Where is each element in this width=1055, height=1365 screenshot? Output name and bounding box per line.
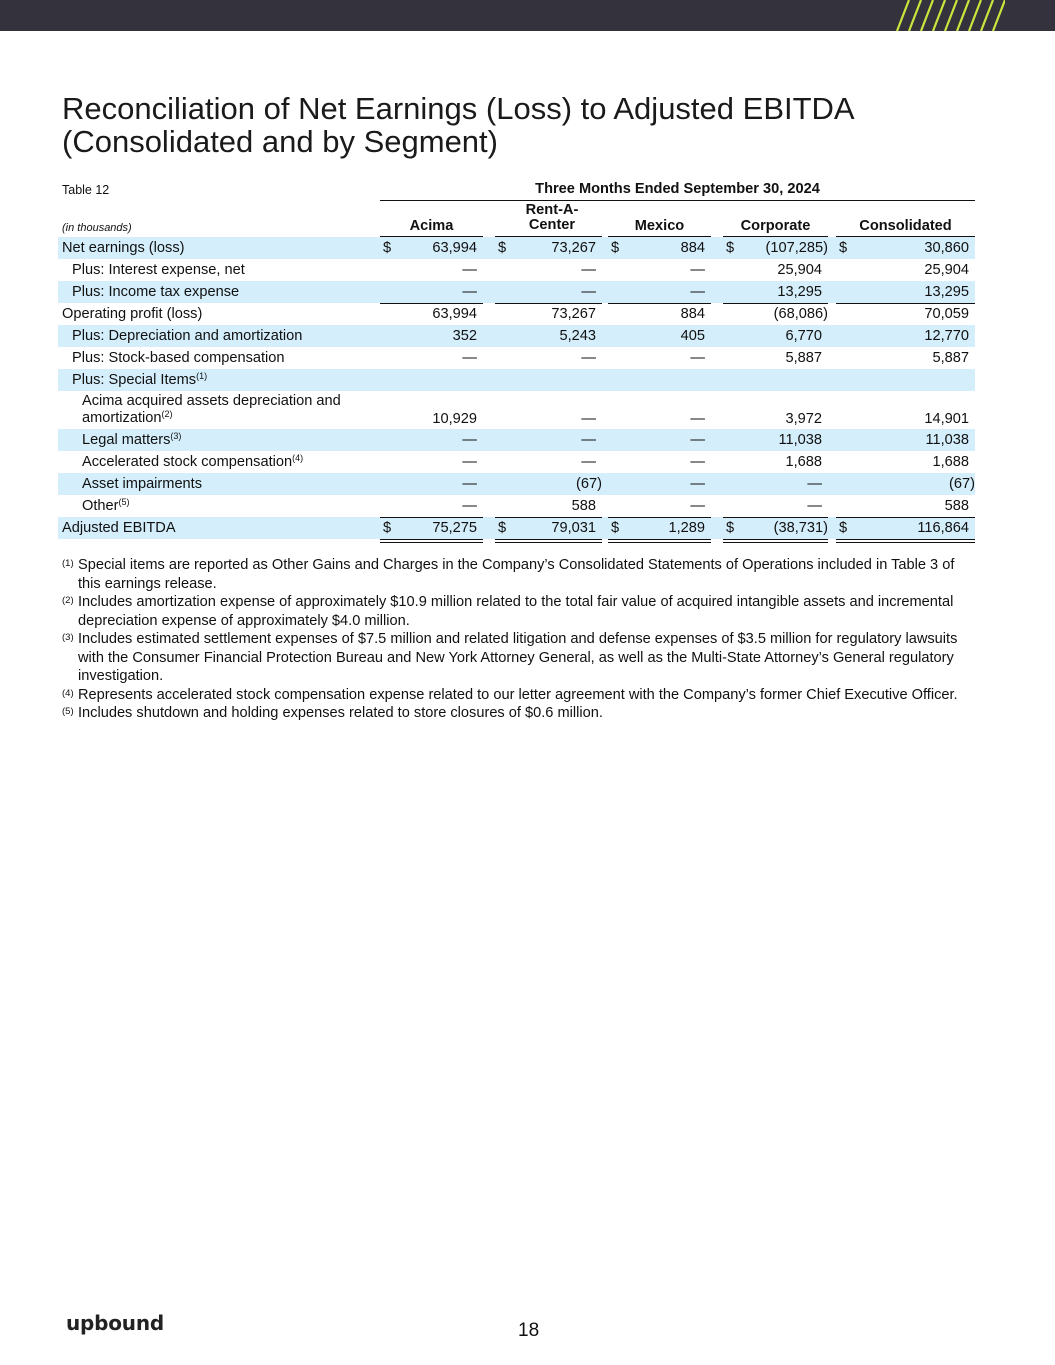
upbound-logo: upbound: [66, 1311, 165, 1335]
column-header-acima: Acima: [409, 218, 454, 234]
table-row: [58, 451, 975, 473]
table-row: [58, 369, 975, 391]
top-bar: [0, 0, 1055, 31]
footnote: [62, 556, 972, 593]
cell-acima: —: [462, 262, 477, 278]
page-title: Reconciliation of Net Earnings (Loss) to Adjusted EBITDA (Consolidated and by Segment): [62, 91, 853, 159]
row-label: Asset impairments: [82, 476, 203, 492]
row-label: Adjusted EBITDA: [62, 520, 176, 536]
cell-acima: 63,994: [432, 240, 477, 256]
cell-consolidated: 14,901: [924, 411, 969, 427]
cell-consolidated: 588: [944, 498, 969, 514]
cell-corporate: —: [807, 498, 822, 514]
footnote-marker: (3): [62, 632, 74, 643]
row-label: Accelerated stock compensation$^{(4)}$: [82, 453, 304, 470]
footnote: [62, 686, 972, 705]
footnote-marker: (5): [62, 706, 74, 717]
cell-rent-a-center: —: [581, 454, 596, 470]
currency-symbol: $: [498, 240, 507, 256]
row-label: Operating profit (loss): [62, 306, 203, 322]
total-top-rule: [723, 517, 828, 518]
cell-acima: —: [462, 350, 477, 366]
total-double-rule: [836, 539, 975, 543]
cell-consolidated: 25,904: [924, 262, 969, 278]
page-number: 18: [518, 1320, 540, 1341]
table-row: [58, 325, 975, 347]
cell-mexico: 1,289: [668, 520, 705, 536]
cell-consolidated: 70,059: [924, 306, 969, 322]
cell-corporate: —: [807, 476, 822, 492]
footnote-marker: (1): [62, 558, 74, 569]
table-row: [58, 281, 975, 303]
cell-rent-a-center: —: [581, 411, 596, 427]
cell-acima: —: [462, 432, 477, 448]
cell-consolidated: 30,860: [924, 240, 969, 256]
row-label: Plus: Stock-based compensation: [72, 350, 285, 366]
cell-corporate: 1,688: [785, 454, 822, 470]
currency-symbol: $: [383, 240, 392, 256]
footnote-text: Includes estimated settlement expenses of $7.5 million and related litigation and defense expenses of $3.5 million for regulatory lawsuits with the Consumer Financial Protection Bureau and New York Attorney General, as well as the Multi-State Attorney’s General regulatory investigation.: [78, 631, 958, 684]
cell-mexico: —: [690, 454, 705, 470]
currency-symbol: $: [839, 520, 848, 536]
cell-rent-a-center: 73,267: [551, 240, 596, 256]
cell-mexico: 405: [680, 328, 705, 344]
footnote-text: Special items are reported as Other Gains and Charges in the Company’s Consolidated Statements of Operations included in Table 3 of this earnings release.: [78, 557, 955, 592]
currency-symbol: $: [611, 240, 620, 256]
cell-mexico: 884: [680, 306, 705, 322]
period-header: Three Months Ended September 30, 2024: [535, 181, 820, 197]
cell-rent-a-center: 79,031: [551, 520, 596, 536]
table-row: [58, 347, 975, 369]
period-header-rule: [380, 200, 975, 201]
cell-corporate: 5,887: [785, 350, 822, 366]
cell-mexico: —: [690, 350, 705, 366]
units-label: (in thousands): [62, 222, 132, 234]
cell-mexico: —: [690, 262, 705, 278]
currency-symbol: $: [383, 520, 392, 536]
footnote: [62, 630, 972, 686]
table-row: [58, 517, 975, 539]
cell-corporate: (107,285): [765, 240, 828, 256]
currency-symbol: $: [611, 520, 620, 536]
row-label: Acima acquired assets depreciation and amortization$^{(2)}$: [82, 393, 341, 426]
row-label: Plus: Depreciation and amortization: [72, 328, 303, 344]
cell-acima: —: [462, 476, 477, 492]
footnote: [62, 704, 972, 723]
total-top-rule: [608, 517, 711, 518]
row-label: Net earnings (loss): [62, 240, 185, 256]
cell-rent-a-center: 73,267: [551, 306, 596, 322]
cell-mexico: 884: [680, 240, 705, 256]
cell-rent-a-center: —: [581, 262, 596, 278]
cell-consolidated: 12,770: [924, 328, 969, 344]
stripes-decoration: [895, 0, 1005, 31]
footnote-text: Represents accelerated stock compensation expense related to our letter agreement with the Company’s former Chief Executive Officer.: [78, 686, 958, 703]
cell-rent-a-center: (67): [576, 476, 602, 492]
row-label: Plus: Interest expense, net: [72, 262, 245, 278]
cell-mexico: —: [690, 411, 705, 427]
cell-rent-a-center: 588: [571, 498, 596, 514]
cell-mexico: —: [690, 284, 705, 300]
row-label: Plus: Income tax expense: [72, 284, 240, 300]
table-label: Table 12: [62, 183, 110, 197]
cell-consolidated: 11,038: [925, 432, 969, 448]
cell-consolidated: 116,864: [917, 520, 969, 536]
cell-corporate: 3,972: [785, 411, 822, 427]
table-row: [58, 473, 975, 495]
table-row: [58, 391, 975, 429]
cell-acima: 63,994: [432, 306, 477, 322]
cell-corporate: (38,731): [773, 520, 828, 536]
cell-acima: —: [462, 284, 477, 300]
cell-acima: 10,929: [432, 411, 477, 427]
cell-mexico: —: [690, 498, 705, 514]
total-double-rule: [380, 539, 483, 543]
column-header-corporate: Corporate: [740, 218, 811, 234]
total-top-rule: [380, 517, 483, 518]
cell-rent-a-center: —: [581, 284, 596, 300]
currency-symbol: $: [839, 240, 848, 256]
footnotes: [62, 556, 972, 723]
footnote-marker: (4): [62, 687, 74, 699]
table-row: [58, 303, 975, 325]
table-row: [58, 259, 975, 281]
cell-consolidated: 5,887: [932, 350, 969, 366]
row-label: Other$^{(5)}$: [82, 497, 130, 514]
column-header-rent-a-center: Rent-A-Center: [525, 202, 579, 233]
table-row: [58, 495, 975, 517]
row-label: Legal matters$^{(3)}$: [82, 431, 182, 448]
cell-consolidated: (67): [949, 476, 975, 492]
footnote: [62, 593, 972, 630]
column-header-mexico: Mexico: [634, 218, 685, 234]
total-double-rule: [608, 539, 711, 543]
cell-consolidated: 13,295: [924, 284, 969, 300]
cell-corporate: 11,038: [778, 432, 822, 448]
table-row: [58, 237, 975, 259]
table-row: [58, 429, 975, 451]
total-double-rule: [495, 539, 602, 543]
footnote-text: Includes shutdown and holding expenses related to store closures of $0.6 million.: [78, 705, 603, 721]
cell-corporate: (68,086): [773, 306, 828, 322]
cell-rent-a-center: —: [581, 350, 596, 366]
footnote-text: Includes amortization expense of approximately $10.9 million related to the total fair value of acquired intangible assets and incremental depreciation expense of approximately $4.0 million.: [78, 594, 954, 629]
cell-mexico: —: [690, 476, 705, 492]
total-top-rule: [836, 517, 975, 518]
cell-corporate: 13,295: [777, 284, 822, 300]
currency-symbol: $: [726, 240, 735, 256]
cell-acima: —: [462, 498, 477, 514]
currency-symbol: $: [726, 520, 735, 536]
cell-acima: 352: [452, 328, 477, 344]
column-header-consolidated: Consolidated: [859, 218, 952, 234]
cell-acima: —: [462, 454, 477, 470]
row-label: Plus: Special Items$^{(1)}$: [72, 371, 208, 388]
cell-acima: 75,275: [432, 520, 477, 536]
cell-corporate: 25,904: [777, 262, 822, 278]
cell-consolidated: 1,688: [932, 454, 969, 470]
cell-rent-a-center: —: [581, 432, 596, 448]
total-double-rule: [723, 539, 828, 543]
cell-corporate: 6,770: [785, 328, 822, 344]
footnote-marker: (2): [62, 595, 74, 606]
cell-rent-a-center: 5,243: [559, 328, 596, 344]
cell-mexico: —: [690, 432, 705, 448]
currency-symbol: $: [498, 520, 507, 536]
total-top-rule: [495, 517, 602, 518]
